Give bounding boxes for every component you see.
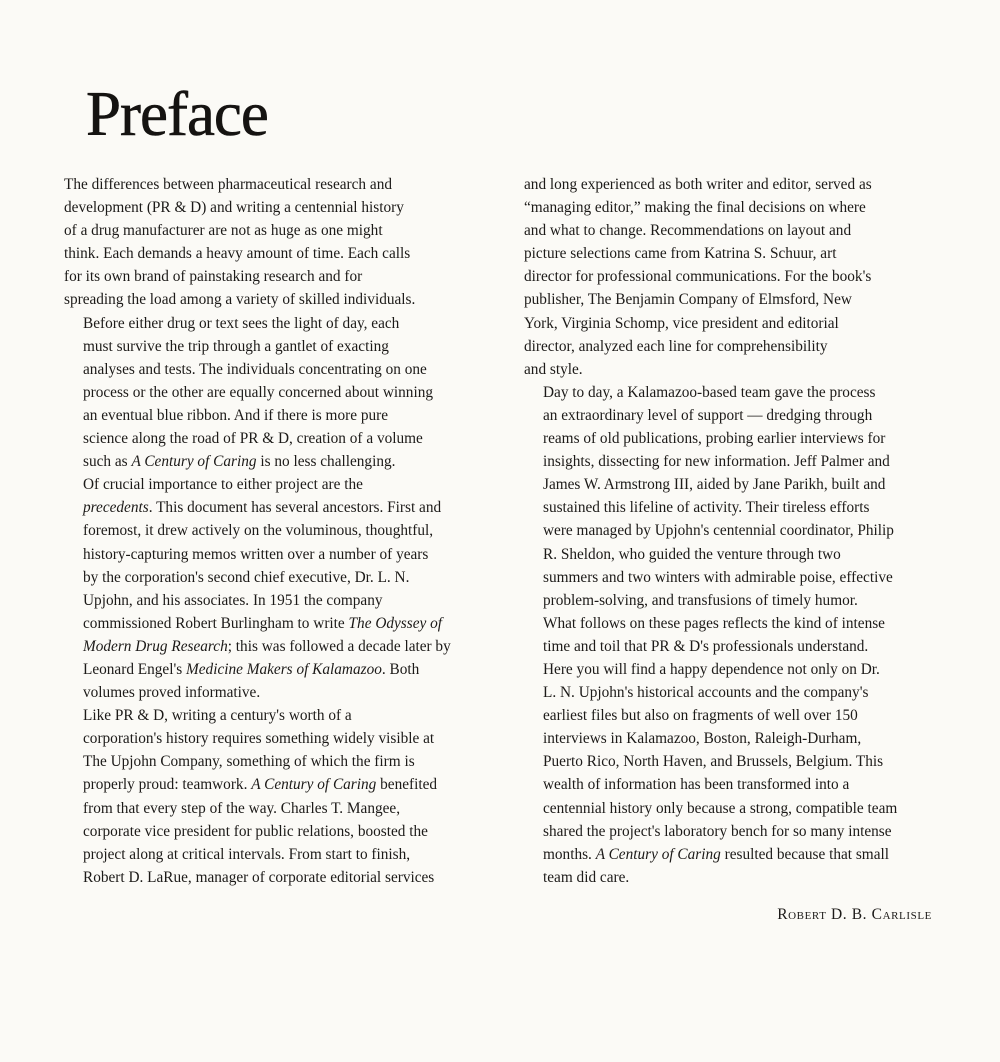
text-line: L. N. Upjohn's historical accounts and the company's bbox=[543, 684, 869, 702]
paragraph-6 bbox=[524, 381, 954, 612]
book-title: Modern Drug Research bbox=[83, 637, 228, 655]
text-run: such as bbox=[83, 453, 132, 471]
text-run: properly proud: teamwork. bbox=[83, 776, 252, 794]
text-run: Leonard Engel's bbox=[83, 660, 187, 678]
text-line: must survive the trip through a gantlet of exacting bbox=[83, 337, 389, 355]
text-line: “managing editor,” making the final decisions on where bbox=[524, 199, 866, 217]
text-line bbox=[64, 635, 496, 658]
left-column bbox=[64, 173, 496, 889]
paragraph-2 bbox=[64, 312, 496, 474]
text-line: spreading the load among a variety of skilled individuals. bbox=[64, 291, 416, 309]
text-run: months. bbox=[543, 845, 596, 863]
text-line: Robert D. LaRue, manager of corporate editorial services bbox=[83, 868, 435, 886]
text-line: insights, dissecting for new information. Jeff Palmer and bbox=[543, 453, 890, 471]
paragraph-3 bbox=[64, 473, 496, 704]
text-line: foremost, it drew actively on the voluminous, thoughtful, bbox=[83, 522, 434, 540]
text-run: benefited bbox=[376, 776, 438, 794]
text-line: What follows on these pages reflects the kind of intense bbox=[543, 614, 885, 632]
text-line: for its own brand of painstaking research and for bbox=[64, 268, 363, 286]
text-line: director for professional communications. For the book's bbox=[524, 268, 872, 286]
text-line: R. Sheldon, who guided the venture through two bbox=[543, 545, 841, 563]
text-run: . This document has several ancestors. First and bbox=[148, 499, 442, 517]
paragraph-7 bbox=[524, 612, 954, 889]
text-line: Of crucial importance to either project are the bbox=[83, 476, 363, 494]
text-line: were managed by Upjohn's centennial coordinator, Philip bbox=[543, 522, 894, 540]
text-line: Like PR & D, writing a century's worth of a bbox=[83, 707, 352, 725]
book-title: Medicine Makers of Kalamazoo bbox=[186, 660, 382, 678]
book-title: A Century of Caring bbox=[251, 776, 377, 794]
text-line: problem-solving, and transfusions of timely humor. bbox=[543, 591, 858, 609]
text-run: ; this was followed a decade later by bbox=[227, 637, 451, 655]
text-line: development (PR & D) and writing a centennial history bbox=[64, 199, 404, 217]
text-line: and style. bbox=[524, 360, 583, 378]
text-line: of a drug manufacturer are not as huge as one might bbox=[64, 222, 383, 240]
text-line: wealth of information has been transformed into a bbox=[543, 776, 850, 794]
text-line: and what to change. Recommendations on layout and bbox=[524, 222, 852, 240]
text-line: interviews in Kalamazoo, Boston, Raleigh-Durham, bbox=[543, 730, 862, 748]
text-line: publisher, The Benjamin Company of Elmsford, New bbox=[524, 291, 852, 309]
text-line: Here you will find a happy dependence not only on Dr. bbox=[543, 660, 880, 678]
text-line: shared the project's laboratory bench for so many intense bbox=[543, 822, 892, 840]
book-title: A Century of Caring bbox=[595, 845, 721, 863]
text-line: volumes proved informative. bbox=[83, 684, 261, 702]
text-line: science along the road of PR & D, creation of a volume bbox=[83, 430, 423, 448]
page-title: Preface bbox=[86, 79, 268, 149]
text-line: picture selections came from Katrina S. Schuur, art bbox=[524, 245, 837, 263]
text-line: summers and two winters with admirable poise, effective bbox=[543, 568, 893, 586]
text-line: James W. Armstrong III, aided by Jane Parikh, built and bbox=[543, 476, 886, 494]
text-line: Upjohn, and his associates. In 1951 the company bbox=[83, 591, 383, 609]
text-line: earliest files but also on fragments of well over 150 bbox=[543, 707, 858, 725]
text-run: commissioned Robert Burlingham to write bbox=[83, 614, 349, 632]
book-title: A Century of Caring bbox=[131, 453, 257, 471]
book-title: The Odyssey of bbox=[348, 614, 443, 632]
text-line: Puerto Rico, North Haven, and Brussels, Belgium. This bbox=[543, 753, 884, 771]
emphasis-text: precedents bbox=[83, 499, 149, 517]
author-signature: Robert D. B. Carlisle bbox=[777, 906, 932, 923]
text-line: analyses and tests. The individuals concentrating on one bbox=[83, 360, 427, 378]
text-line: corporate vice president for public relations, boosted the bbox=[83, 822, 428, 840]
text-line: Before either drug or text sees the light of day, each bbox=[83, 314, 400, 332]
text-line: centennial history only because a strong, compatible team bbox=[543, 799, 898, 817]
paragraph-5 bbox=[524, 173, 954, 381]
text-line: Day to day, a Kalamazoo-based team gave the process bbox=[543, 383, 876, 401]
text-line: corporation's history requires something widely visible at bbox=[83, 730, 435, 748]
text-line: project along at critical intervals. From start to finish, bbox=[83, 845, 411, 863]
text-line: sustained this lifeline of activity. Their tireless efforts bbox=[543, 499, 870, 517]
text-line: York, Virginia Schomp, vice president and editorial bbox=[524, 314, 839, 332]
text-line: The Upjohn Company, something of which the firm is bbox=[83, 753, 415, 771]
paragraph-4 bbox=[64, 704, 496, 889]
text-line: process or the other are equally concerned about winning bbox=[83, 383, 433, 401]
text-line: think. Each demands a heavy amount of time. Each calls bbox=[64, 245, 411, 263]
right-column bbox=[524, 173, 954, 889]
text-line bbox=[64, 450, 496, 473]
text-line: by the corporation's second chief executive, Dr. L. N. bbox=[83, 568, 410, 586]
text-line: history-capturing memos written over a number of years bbox=[83, 545, 429, 563]
text-line: an eventual blue ribbon. And if there is more pure bbox=[83, 406, 388, 424]
text-line bbox=[64, 773, 496, 796]
text-run: is no less challenging. bbox=[256, 453, 396, 471]
text-line: team did care. bbox=[543, 868, 630, 886]
text-line bbox=[64, 612, 496, 635]
text-line: time and toil that PR & D's professionals understand. bbox=[543, 637, 869, 655]
text-line: and long experienced as both writer and editor, served as bbox=[524, 176, 872, 193]
text-line bbox=[524, 843, 954, 866]
text-line: from that every step of the way. Charles T. Mangee, bbox=[83, 799, 401, 817]
text-line: an extraordinary level of support — dredging through bbox=[543, 406, 873, 424]
text-line: The differences between pharmaceutical research and bbox=[64, 176, 392, 193]
text-run: . Both bbox=[381, 660, 420, 678]
text-line: director, analyzed each line for comprehensibility bbox=[524, 337, 828, 355]
text-line bbox=[64, 658, 496, 681]
paragraph-1 bbox=[64, 173, 496, 312]
text-line: reams of old publications, probing earlier interviews for bbox=[543, 430, 886, 448]
text-line bbox=[64, 496, 496, 519]
text-run: resulted because that small bbox=[720, 845, 889, 863]
